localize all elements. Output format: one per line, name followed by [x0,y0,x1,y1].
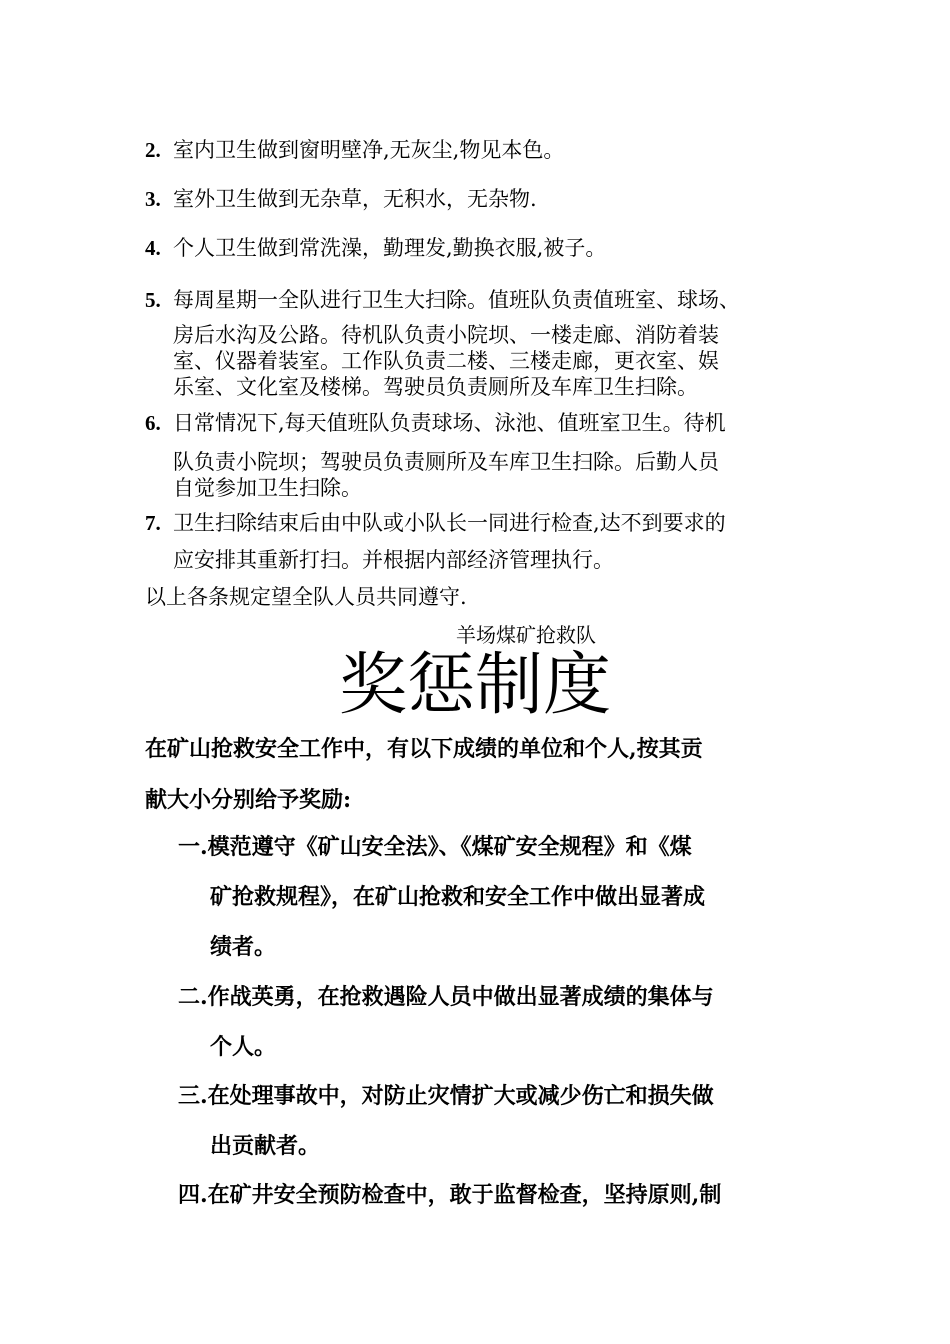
award-item: 四.在矿井安全预防检查中，敢于监督检查，坚持原则,制 [178,1182,722,1208]
award-line: 绩者。 [210,934,277,960]
award-line: 矿抢救规程》，在矿山抢救和安全工作中做出显著成 [210,884,706,910]
closing-text: 以上各条规定望全队人员共同遵守. [145,585,467,609]
page-title: 奖惩制度 [338,646,611,725]
award-item: 一.模范遵守《矿山安全法》、《煤矿安全规程》和《煤 [178,834,692,860]
rule-item: 4. 个人卫生做到常洗澡，勤理发,勤换衣服,被子。 [145,236,607,260]
intro-line: 在矿山抢救安全工作中，有以下成绩的单位和个人,按其贡 [145,736,703,762]
award-line: 出贡献者。 [210,1133,321,1159]
rule-line: 乐室、文化室及楼梯。驾驶员负责厕所及车库卫生扫除。 [173,375,698,399]
rule-line: 队负责小院坝；驾驶员负责厕所及车库卫生扫除。后勤人员 [173,450,719,474]
rule-line: 房后水沟及公路。待机队负责小院坝、一楼走廊、消防着装 [173,323,719,347]
rule-line: 室、仪器着装室。工作队负责二楼、三楼走廊，更衣室、娱 [173,349,719,373]
award-item: 二.作战英勇，在抢救遇险人员中做出显著成绩的集体与 [178,984,714,1010]
award-item: 三.在处理事故中，对防止灾情扩大或减少伤亡和损失做 [178,1083,714,1109]
rule-item: 6. 日常情况下,每天值班队负责球场、泳池、值班室卫生。待机 [145,411,726,435]
intro-line: 献大小分别给予奖励: [145,787,352,813]
signature-unit: 羊场煤矿抢救队 [456,623,596,647]
award-line: 个人。 [210,1034,277,1060]
rule-item: 5. 每周星期一全队进行卫生大扫除。值班队负责值班室、球场、 [145,288,740,312]
rule-item: 3. 室外卫生做到无杂草，无积水，无杂物. [145,187,537,211]
rule-item: 2. 室内卫生做到窗明壁净,无灰尘,物见本色。 [145,138,565,162]
rule-line: 应安排其重新打扫。并根据内部经济管理执行。 [173,548,614,572]
rule-item: 7. 卫生扫除结束后由中队或小队长一同进行检查,达不到要求的 [145,511,726,535]
rule-line: 自觉参加卫生扫除。 [173,476,362,500]
